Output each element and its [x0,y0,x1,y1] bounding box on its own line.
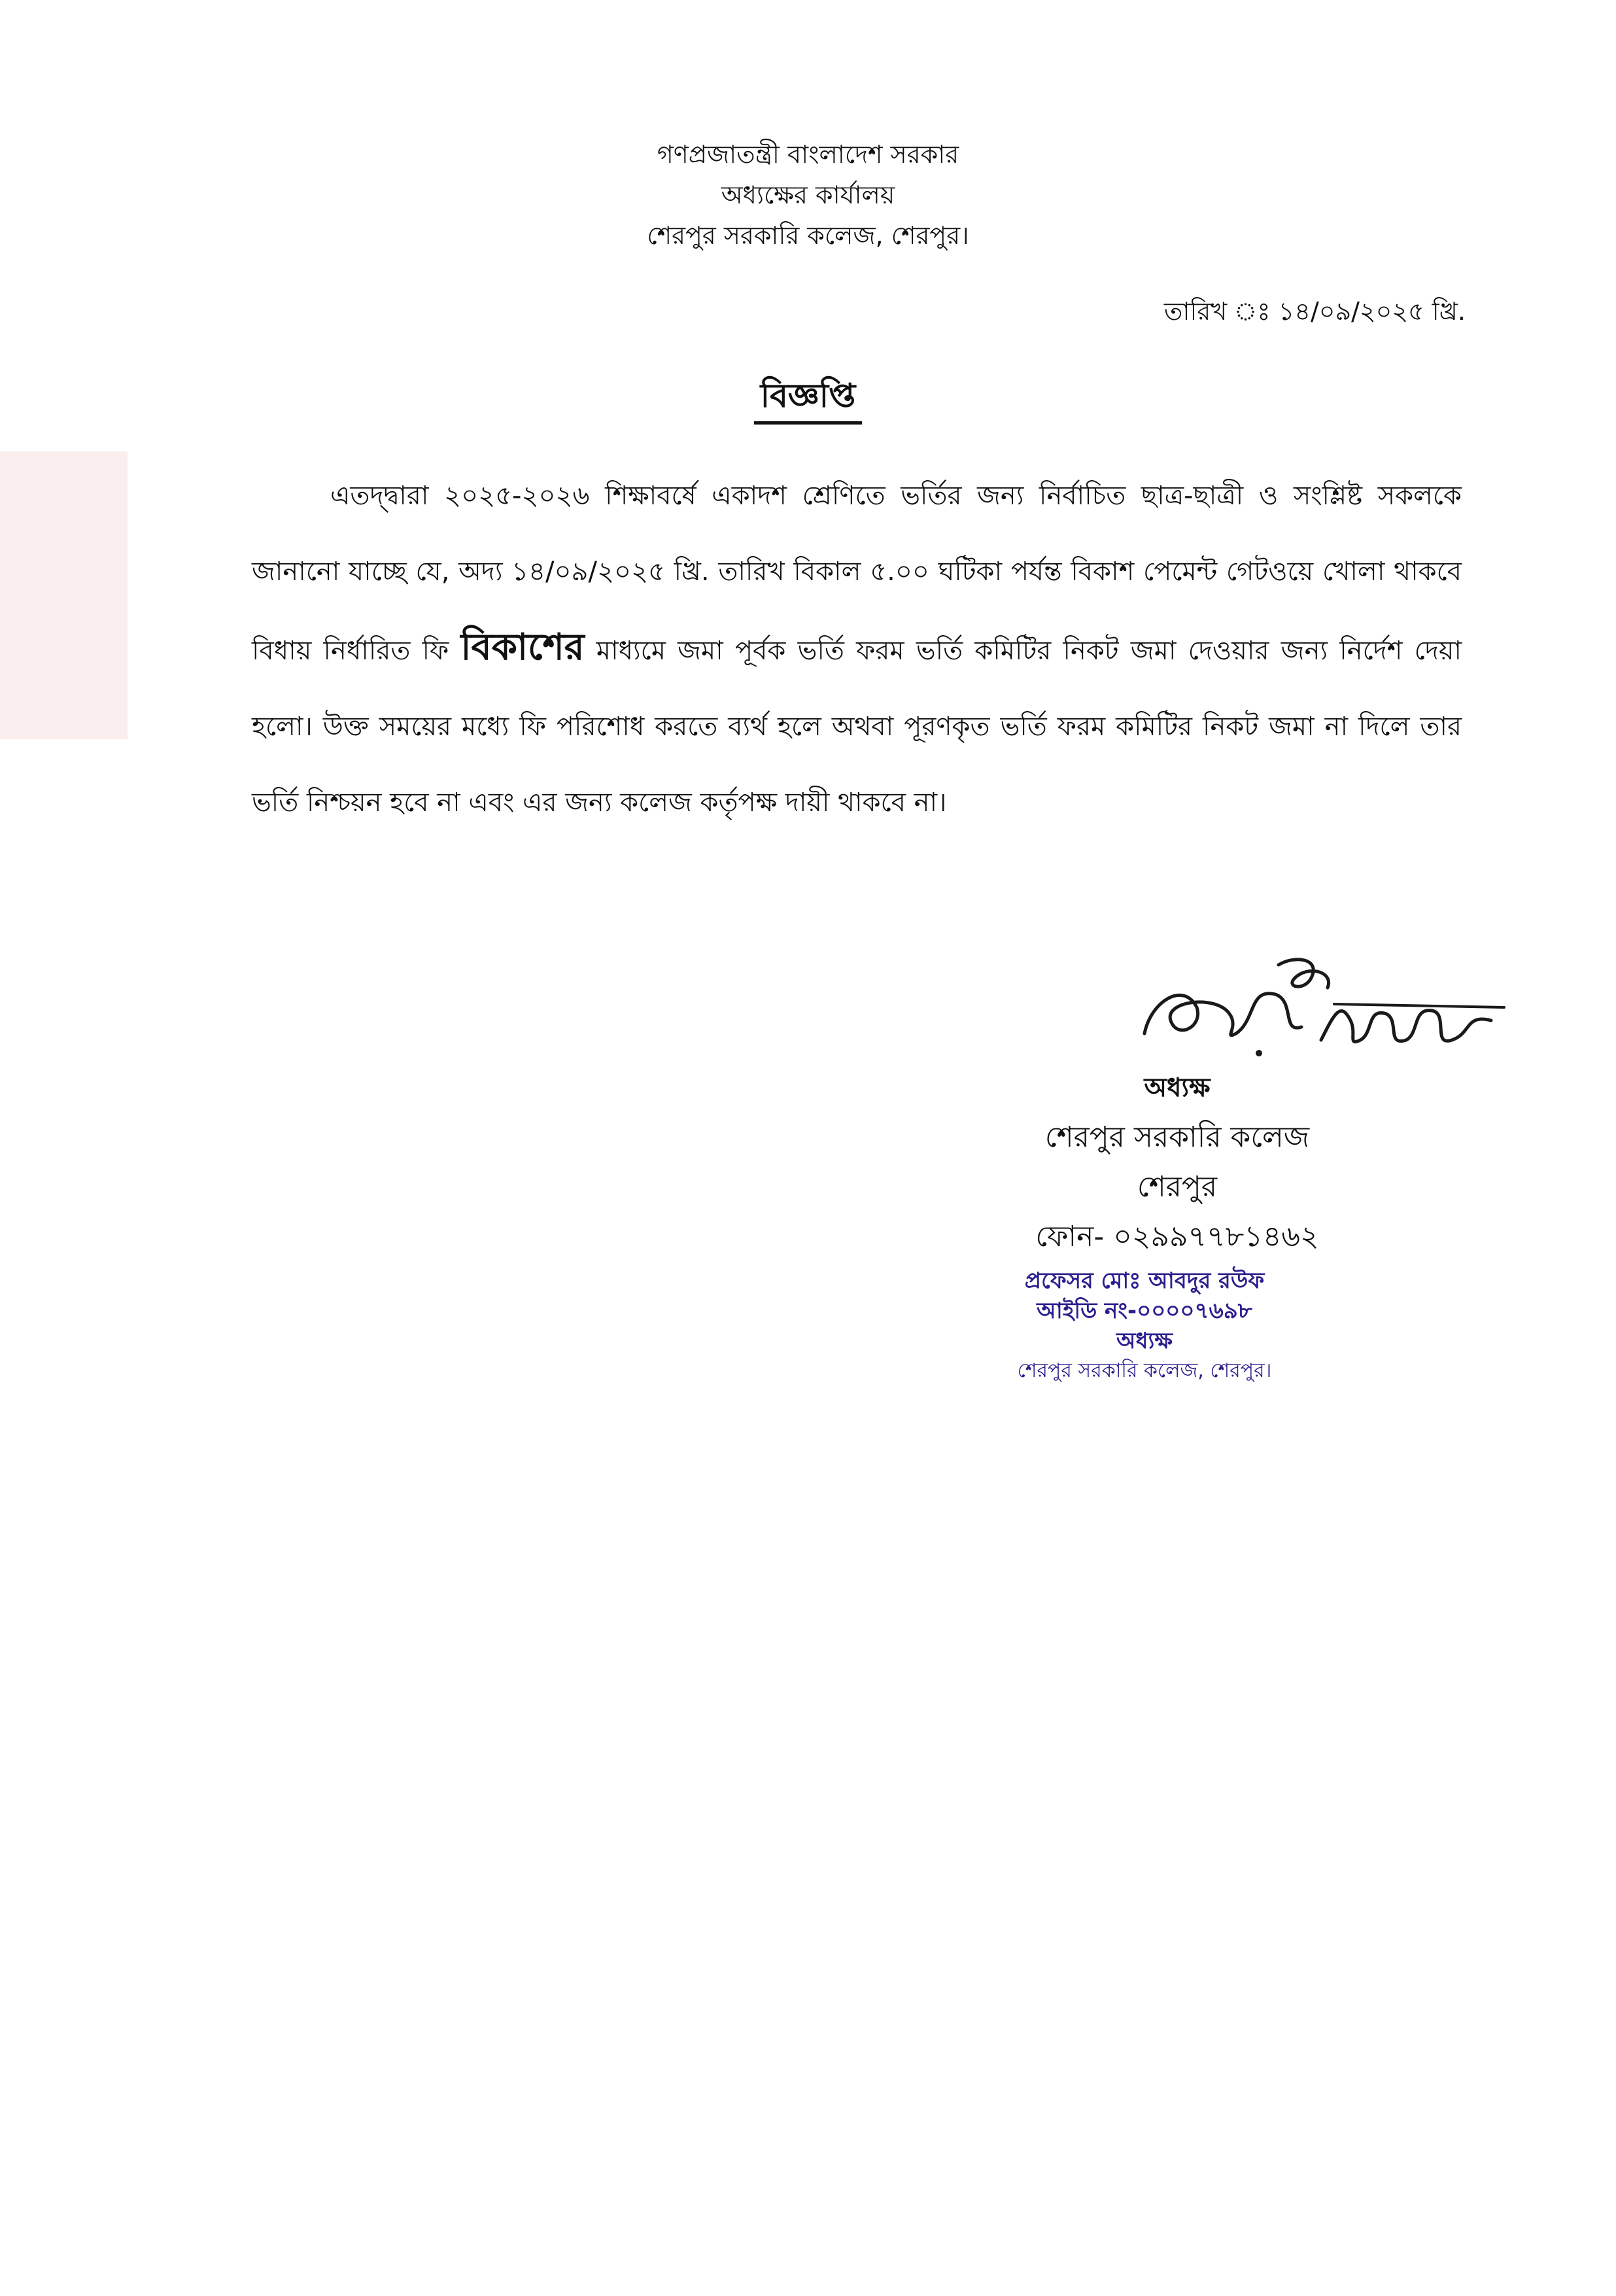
notice-body [252,458,1462,841]
handwritten-signature [1125,942,1517,1073]
college-name: শেরপুর সরকারি কলেজ, শেরপুর। [647,221,969,250]
notice-date: তারিখ ঃ ১৪/০৯/২০২৫ খ্রি. [1163,297,1466,326]
government-name: গণপ্রজাতন্ত্রী বাংলাদেশ সরকার [657,140,959,169]
notice-body-emphasis: বিকাশের [460,626,585,669]
official-seal [948,1266,1341,1386]
signatory-institution: শেরপুর সরকারি কলেজ [1044,1121,1310,1154]
seal-institution: শেরপুর সরকারি কলেজ, শেরপুর। [1017,1359,1272,1382]
office-name: অধ্যক্ষের কার্যালয় [721,181,895,209]
signature-block [948,1063,1406,1262]
signature-drawing [1125,942,1517,1073]
scan-margin-mark [0,451,128,739]
seal-name: প্রফেসর মোঃ আবদুর রউফ [1024,1268,1265,1294]
letterhead [0,134,1616,256]
seal-designation: অধ্যক্ষ [1116,1328,1173,1354]
notice-body-part2: মাধ্যমে জমা পূর্বক ভর্তি ফরম ভর্তি কমিটির নিকট জমা দেওয়ার জন্য নির্দেশ দেয়া হলো। উক্ত সময়ের মধ্যে ফি পরিশোধ করতে ব্যর্থ হলে অথবা পূরণকৃত ভর্তি ফরম কমিটির নিকট জমা না দিলে তার ভর্তি নিশ্চয়ন হবে না এবং এর জন্য কলেজ কর্তৃপক্ষ দায়ী থাকবে না। [252,636,1462,818]
signatory-location: শেরপুর [1137,1170,1218,1204]
signatory-phone: ফোন- ০২৯৯৭৭৮১৪৬২ [1035,1220,1319,1253]
notice-title-wrap [0,373,1616,425]
notice-body-part1: এতদ্দ্বারা ২০২৫-২০২৬ শিক্ষাবর্ষে একাদশ শ্রেণিতে ভর্তির জন্য নির্বাচিত ছাত্র-ছাত্রী ও সংশ্লিষ্ট সকলকে জানানো যাচ্ছে যে, অদ্য ১৪/০৯/২০২৫ খ্রি. তারিখ বিকাল ৫.০০ ঘটিকা পর্যন্ত বিকাশ পেমেন্ট গেটওয়ে খোলা থাকবে বিধায় নির্ধারিত ফি [252,481,1462,666]
seal-id: আইডি নং-০০০০৭৬৯৮ [1037,1298,1252,1324]
signatory-designation: অধ্যক্ষ [1144,1073,1211,1103]
notice-title: বিজ্ঞপ্তি [754,373,862,425]
